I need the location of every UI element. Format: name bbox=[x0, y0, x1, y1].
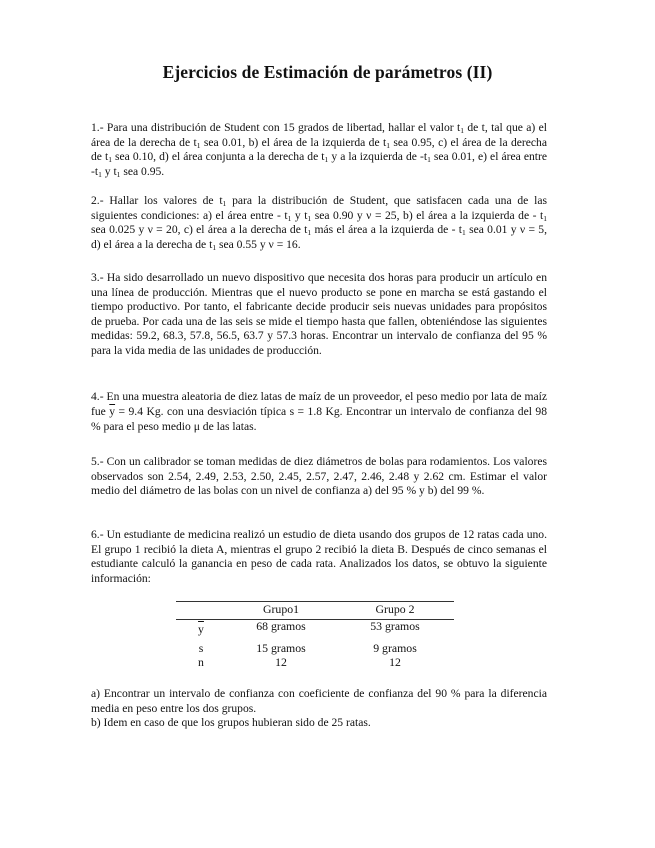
exercise-2: 2.- Hallar los valores de $t_1$ para la distribución de Student, que satisfacen cada una de las siguientes condiciones: a) el área entre - $t_1$ y $t_1$ sea 0.90 y ν = 25, b) el área a la izquierda de - $t_1$ sea 0.025 y ν = 20, c) el área a la derecha de $t_1$ más el área a la izquierda de - $t_1$ sea 0.01 y ν = 5, d) el área a la derecha de $t_1$ sea 0.55 y ν = 16. bbox=[91, 194, 547, 252]
table-cell: 12 bbox=[275, 655, 287, 669]
table-header-cell: Grupo 2 bbox=[375, 602, 415, 616]
page-title: Ejercicios de Estimación de parámetros (II) bbox=[162, 62, 493, 82]
table-row-label: $\overline{y}$ bbox=[198, 622, 204, 636]
table-header-row bbox=[176, 601, 454, 620]
table-row bbox=[176, 656, 454, 670]
group-data-table bbox=[176, 601, 454, 670]
exercise-1: 1.- Para una distribución de Student con 15 grados de libertad, hallar el valor $t_1$ de t, tal que a) el área de la derecha de $t_1$ sea 0.01, b) el área de la izquierda de $t_1$ sea 0.95, c) el área de la derecha de $t_1$ sea 0.10, d) el área conjunta a la derecha de $t_1$ y a la izquierda de $-t_1$ sea 0.01, e) el área entre $-t_1$ y $t_1$ sea 0.95. bbox=[91, 121, 548, 179]
table-row bbox=[176, 642, 454, 656]
y-bar-symbol: $\overline{y}$ bbox=[109, 405, 116, 418]
table-cell: 15 gramos bbox=[256, 641, 306, 655]
exercise-4: 4.- En una muestra aleatoria de diez latas de maíz de un proveedor, el peso medio por lata de maíz fue $\overline{y} = 9.4$ Kg. con una desviación típica s = 1.8 Kg. Encontrar un intervalo de confianza del 98 % para el peso medio μ de las latas. bbox=[91, 390, 547, 433]
table-row bbox=[176, 620, 454, 642]
exercise-6-part-a: a) Encontrar un intervalo de confianza con coeficiente de confianza del 90 % para la diferencia media en peso entre los dos grupos. bbox=[91, 687, 547, 715]
table-cell: 68 gramos bbox=[256, 619, 306, 633]
exercise-6-part-b: b) Idem en caso de que los grupos hubieran sido de 25 ratas. bbox=[91, 716, 371, 729]
table-header-cell bbox=[176, 601, 226, 620]
table-cell: 12 bbox=[389, 655, 401, 669]
exercise-5: 5.- Con un calibrador se toman medidas de diez diámetros de bolas para rodamientos. Los valores observados son 2.54, 2.49, 2.53, 2.50, 2.45, 2.57, 2.47, 2.46, 2.48 y 2.62 cm. Estimar el valor medio del diámetro de las bolas con un nivel de confianza a) del 95 % y b) del 99 %. bbox=[91, 455, 547, 498]
exercise-3: 3.- Ha sido desarrollado un nuevo dispositivo que necesita dos horas para producir un artículo en una línea de producción. Mientras que el nuevo producto se pone en marcha se está gastando el tiempo productivo. Por tanto, el fabricante decide producir seis nuevas unidades para propósitos de prueba. Por cada una de las seis se mide el tiempo hasta que fallen, obteniéndose las siguientes medidas: 59.2, 68.3, 57.8, 56.5, 63.7 y 57.3 horas. Encontrar un intervalo de confianza del 95 % para la vida media de las unidades de producción. bbox=[91, 271, 547, 357]
exercise-6: 6.- Un estudiante de medicina realizó un estudio de dieta usando dos grupos de 12 ratas cada uno. El grupo 1 recibió la dieta A, mientras el grupo 2 recibió la dieta B. Después de cinco semanas el estudiante calculó la ganancia en peso de cada rata. Analizados los datos, se obtuvo la siguiente información: bbox=[91, 528, 547, 585]
table-cell: 53 gramos bbox=[370, 619, 420, 633]
table-row-label: s bbox=[198, 641, 204, 655]
table-cell: 9 gramos bbox=[373, 641, 417, 655]
table-row-label: n bbox=[198, 655, 204, 669]
table-header-cell: Grupo1 bbox=[262, 602, 300, 616]
